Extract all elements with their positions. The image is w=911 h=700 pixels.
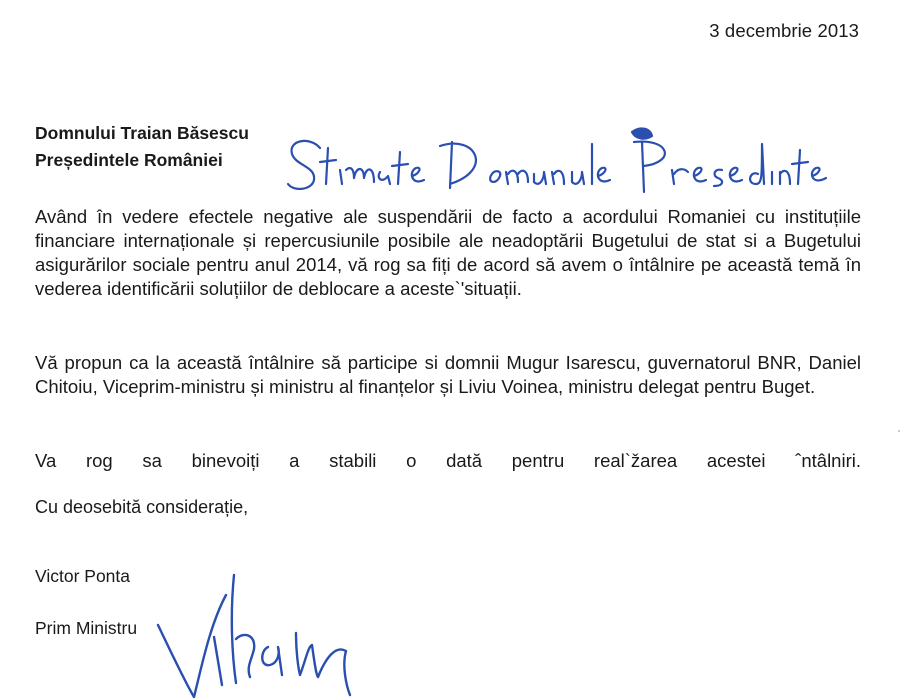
addressee-title: Președintele României [35, 150, 223, 170]
letter-date: 3 decembrie 2013 [709, 20, 859, 41]
paragraph-scheduling: Va rog sa binevoiți a stabili o dată pentru real`žarea acestei ˆntâlniri. [35, 450, 861, 471]
scan-speck [898, 430, 900, 432]
addressee-block [35, 120, 249, 174]
signatory-name: Victor Ponta [35, 566, 131, 586]
handwritten-salutation [280, 118, 840, 198]
paragraph-participants: Vă propun ca la această întâlnire să participe si domnii Mugur Isarescu, guvernatorul BNR, Daniel Chitoiu, Viceprim-ministru și ministru al finanțelor și Liviu Voinea, ministru delegat pentru Buget. [35, 352, 861, 397]
addressee-name: Domnului Traian Băsescu [35, 123, 249, 143]
handwritten-signature [150, 555, 380, 700]
signatory-title: Prim Ministru [35, 618, 138, 638]
closing-formula: Cu deosebită considerație, [35, 497, 249, 517]
paragraph-request: Având în vedere efectele negative ale suspendării de facto a acordului Romaniei cu instituțiile financiare internaționale și repercusiunile posibile ale neadoptării Bugetului de stat si a Bugetului asigurărilor sociale pentru anul 2014, vă rog sa fiți de acord să avem o întâlnire pe această temă în vederea identificării soluțiilor de deblocare a aceste`'situații. [35, 206, 861, 299]
